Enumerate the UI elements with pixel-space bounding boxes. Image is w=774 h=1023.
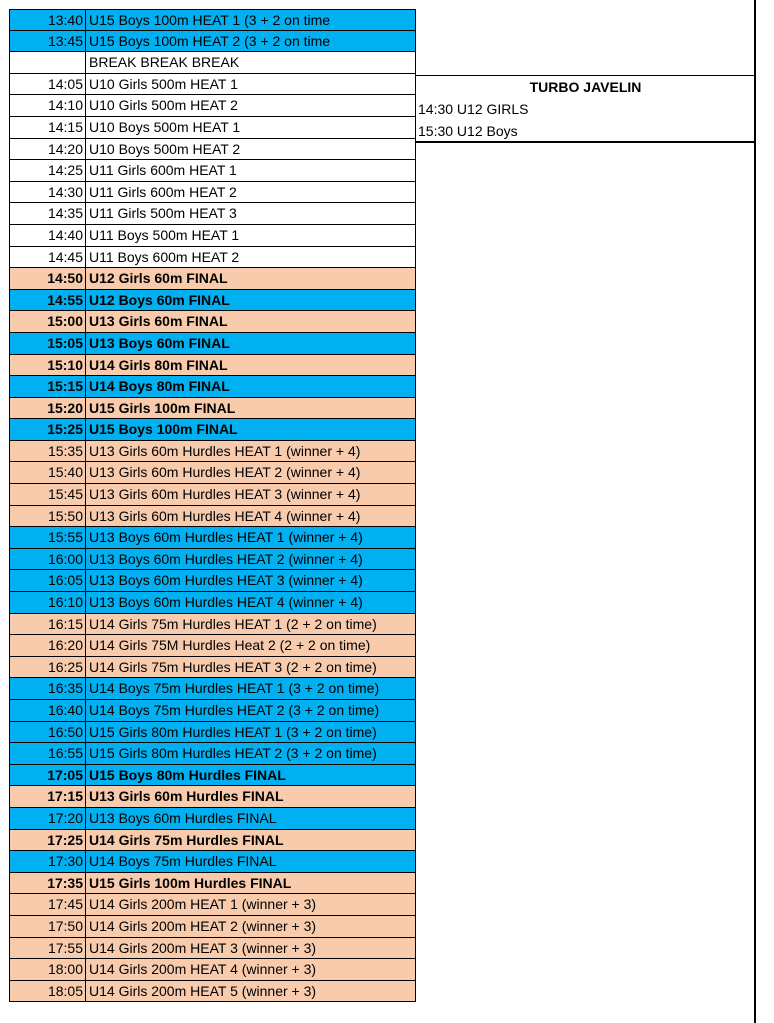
schedule-row <box>9 743 416 765</box>
event-time: 16:10 <box>10 592 86 613</box>
event-name: U14 Boys 75m Hurdles HEAT 1 (3 + 2 on time) <box>89 680 380 697</box>
event-time: 16:20 <box>10 635 86 656</box>
event-time: 16:15 <box>10 614 86 635</box>
event-time: 13:40 <box>10 10 86 30</box>
turbo-javelin-item: 14:30 U12 GIRLS <box>418 101 529 117</box>
event-time: 15:45 <box>10 484 86 505</box>
schedule-row <box>9 592 416 614</box>
schedule-row <box>9 268 416 290</box>
event-time: 17:30 <box>10 851 86 872</box>
event-name: U13 Girls 60m Hurdles HEAT 4 (winner + 4) <box>89 507 361 524</box>
event-name: U13 Girls 60m Hurdles FINAL <box>89 788 284 805</box>
event-name: U15 Girls 80m Hurdles HEAT 1 (3 + 2 on time) <box>89 723 377 740</box>
schedule-row <box>9 311 416 333</box>
event-name: U15 Girls 100m FINAL <box>89 399 236 416</box>
schedule-row <box>9 9 416 31</box>
event-name: U14 Girls 75M Hurdles Heat 2 (2 + 2 on time) <box>89 637 371 654</box>
event-time: 14:20 <box>10 139 86 160</box>
schedule-row <box>9 182 416 204</box>
event-name: U14 Girls 200m HEAT 2 (winner + 3) <box>89 917 317 934</box>
schedule-row <box>9 959 416 981</box>
schedule-row <box>9 635 416 657</box>
event-name: U14 Girls 75m Hurdles HEAT 1 (2 + 2 on time) <box>89 615 377 632</box>
schedule-row <box>9 398 416 420</box>
event-time: 15:10 <box>10 355 86 376</box>
event-time: 14:45 <box>10 247 86 268</box>
event-time: 13:45 <box>10 31 86 52</box>
event-time: 17:20 <box>10 808 86 829</box>
schedule-row <box>9 938 416 960</box>
event-time: 18:00 <box>10 959 86 980</box>
schedule-row <box>9 873 416 895</box>
event-time: 17:50 <box>10 916 86 937</box>
schedule-table <box>9 9 416 1002</box>
column-divider <box>754 0 756 1023</box>
event-name: U11 Girls 500m HEAT 3 <box>89 205 237 222</box>
event-time: 14:15 <box>10 117 86 138</box>
event-time: 16:50 <box>10 722 86 743</box>
event-time <box>10 52 86 73</box>
event-name: U15 Girls 100m Hurdles FINAL <box>89 874 292 891</box>
event-time: 14:55 <box>10 290 86 311</box>
event-time: 17:25 <box>10 830 86 851</box>
event-name: U14 Boys 75m Hurdles HEAT 2 (3 + 2 on time) <box>89 702 380 718</box>
schedule-row <box>9 376 416 398</box>
event-name: U14 Girls 75m Hurdles FINAL <box>89 831 284 848</box>
event-name: U12 Girls 60m FINAL <box>89 270 228 287</box>
schedule-row <box>9 52 416 74</box>
schedule-row <box>9 614 416 636</box>
event-name: U14 Girls 80m FINAL <box>89 356 228 373</box>
event-time: 18:05 <box>10 981 86 1002</box>
event-name: U13 Girls 60m Hurdles HEAT 3 (winner + 4) <box>89 486 361 503</box>
event-time: 15:20 <box>10 398 86 419</box>
event-time: 15:15 <box>10 376 86 397</box>
event-name: U13 Boys 60m Hurdles HEAT 3 (winner + 4) <box>89 572 363 589</box>
event-name: U11 Boys 500m HEAT 1 <box>89 226 240 243</box>
event-time: 15:35 <box>10 441 86 462</box>
schedule-row <box>9 894 416 916</box>
turbo-javelin-title: TURBO JAVELIN <box>529 79 642 95</box>
schedule-row <box>9 851 416 873</box>
event-time: 16:25 <box>10 657 86 678</box>
schedule-row <box>9 570 416 592</box>
schedule-row <box>9 506 416 528</box>
schedule-row <box>9 549 416 571</box>
event-time: 17:55 <box>10 938 86 959</box>
schedule-row <box>9 441 416 463</box>
event-name: U14 Girls 200m HEAT 5 (winner + 3) <box>89 982 317 999</box>
schedule-row <box>9 333 416 355</box>
schedule-row <box>9 74 416 96</box>
event-name: U15 Boys 100m HEAT 1 (3 + 2 on time <box>89 12 331 28</box>
schedule-row <box>9 700 416 722</box>
event-time: 14:30 <box>10 182 86 203</box>
schedule-row <box>9 95 416 117</box>
schedule-row <box>9 678 416 700</box>
event-name: U13 Boys 60m Hurdles HEAT 2 (winner + 4) <box>89 550 363 567</box>
event-name: U13 Boys 60m Hurdles HEAT 1 (winner + 4) <box>89 529 363 546</box>
schedule-row <box>9 527 416 549</box>
event-time: 14:25 <box>10 160 86 181</box>
event-time: 16:00 <box>10 549 86 570</box>
event-time: 15:25 <box>10 419 86 440</box>
schedule-row <box>9 247 416 269</box>
event-name: U15 Boys 100m HEAT 2 (3 + 2 on time <box>89 32 331 49</box>
event-name: BREAK BREAK BREAK <box>89 54 240 71</box>
event-name: U13 Girls 60m FINAL <box>89 313 228 330</box>
event-time: 15:50 <box>10 506 86 527</box>
event-name: U14 Boys 80m FINAL <box>89 378 230 395</box>
event-time: 14:05 <box>10 74 86 95</box>
event-time: 16:40 <box>10 700 86 721</box>
event-name: U14 Girls 200m HEAT 3 (winner + 3) <box>89 939 317 956</box>
event-name: U10 Boys 500m HEAT 2 <box>89 140 241 157</box>
event-name: U15 Boys 100m FINAL <box>89 421 238 438</box>
event-name: U13 Girls 60m Hurdles HEAT 2 (winner + 4) <box>89 464 361 481</box>
event-time: 17:35 <box>10 873 86 894</box>
schedule-row <box>9 808 416 830</box>
schedule-row <box>9 657 416 679</box>
event-time: 17:45 <box>10 894 86 915</box>
event-time: 14:50 <box>10 268 86 289</box>
event-name: U14 Girls 200m HEAT 1 (winner + 3) <box>89 896 317 913</box>
schedule-row <box>9 830 416 852</box>
event-time: 14:10 <box>10 95 86 116</box>
event-name: U11 Boys 600m HEAT 2 <box>89 248 240 265</box>
schedule-row <box>9 484 416 506</box>
schedule-row <box>9 786 416 808</box>
event-time: 14:40 <box>10 225 86 246</box>
event-time: 15:00 <box>10 311 86 332</box>
event-name: U11 Girls 600m HEAT 2 <box>89 183 237 200</box>
schedule-row <box>9 139 416 161</box>
event-time: 16:05 <box>10 570 86 591</box>
schedule-row <box>9 722 416 744</box>
schedule-row <box>9 117 416 139</box>
schedule-row <box>9 355 416 377</box>
event-time: 17:05 <box>10 765 86 786</box>
event-time: 15:40 <box>10 462 86 483</box>
event-time: 16:35 <box>10 678 86 699</box>
schedule-row <box>9 419 416 441</box>
event-name: U14 Girls 75m Hurdles HEAT 3 (2 + 2 on time) <box>89 658 377 675</box>
schedule-row <box>9 31 416 53</box>
event-name: U11 Girls 600m HEAT 1 <box>89 162 237 179</box>
event-name: U13 Boys 60m Hurdles FINAL <box>89 809 277 826</box>
event-name: U10 Girls 500m HEAT 1 <box>89 75 238 92</box>
event-time: 17:15 <box>10 786 86 807</box>
event-name: U15 Boys 80m Hurdles FINAL <box>89 766 286 783</box>
event-name: U14 Boys 75m Hurdles FINAL <box>89 853 277 870</box>
event-name: U15 Girls 80m Hurdles HEAT 2 (3 + 2 on time) <box>89 745 377 762</box>
schedule-row <box>9 916 416 938</box>
schedule-row <box>9 160 416 182</box>
schedule-row <box>9 765 416 787</box>
event-name: U13 Boys 60m Hurdles HEAT 4 (winner + 4) <box>89 594 363 611</box>
schedule-row <box>9 225 416 247</box>
event-name: U10 Boys 500m HEAT 1 <box>89 118 241 135</box>
event-time: 15:55 <box>10 527 86 548</box>
event-name: U13 Boys 60m FINAL <box>89 334 230 351</box>
schedule-row <box>9 981 416 1003</box>
event-time: 16:55 <box>10 743 86 764</box>
event-name: U10 Girls 500m HEAT 2 <box>89 97 238 114</box>
event-time: 14:35 <box>10 203 86 224</box>
turbo-javelin-item: 15:30 U12 Boys <box>418 123 518 139</box>
schedule-row <box>9 462 416 484</box>
event-name: U14 Girls 200m HEAT 4 (winner + 3) <box>89 961 317 978</box>
schedule-row <box>9 203 416 225</box>
event-name: U12 Boys 60m FINAL <box>89 291 230 308</box>
turbo-javelin-panel <box>416 75 755 143</box>
schedule-row <box>9 290 416 312</box>
event-name: U13 Girls 60m Hurdles HEAT 1 (winner + 4) <box>89 442 361 459</box>
event-time: 15:05 <box>10 333 86 354</box>
